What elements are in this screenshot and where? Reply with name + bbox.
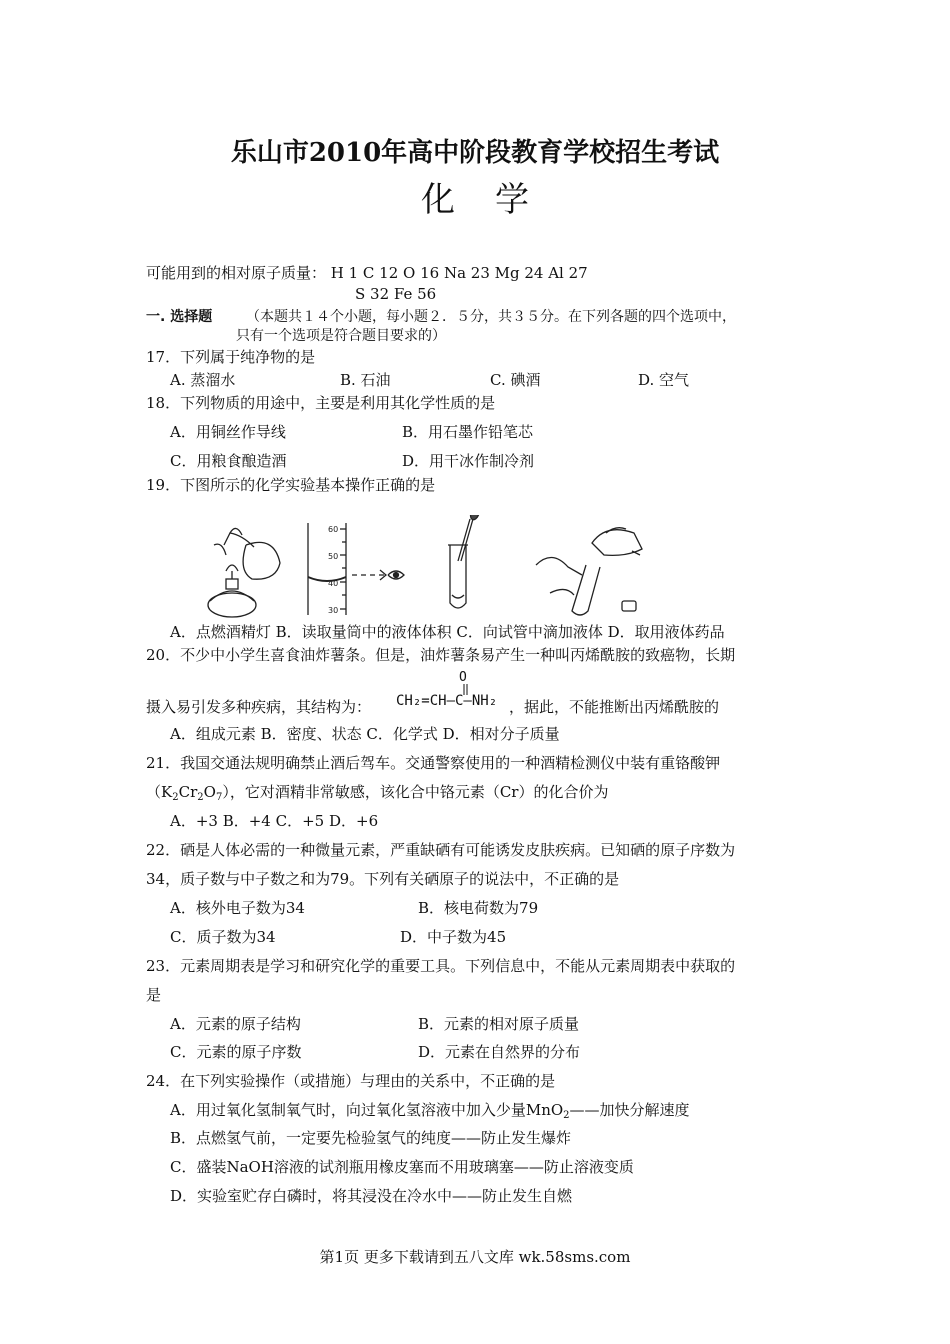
- q21-o: O: [203, 783, 216, 801]
- q22-option-c: C．质子数为34: [170, 928, 276, 946]
- q17-option-a: A. 蒸溜水: [170, 371, 236, 389]
- q24-option-b: B．点燃氢气前，一定要先检验氢气的纯度——防止发生爆炸: [170, 1129, 572, 1147]
- q23-line2: 是: [146, 986, 162, 1004]
- atomic-mass-line1: 可能用到的相对原子质量： H 1 C 12 O 16 Na 23 Mg 24 Al 27: [146, 264, 588, 282]
- q18-option-c: C．用粮食酿造酒: [170, 452, 287, 470]
- acrylamide-formula: CH₂=CH—C—NH₂: [396, 693, 498, 709]
- q24-option-c: C．盛装NaOH溶液的试剂瓶用橡皮塞而不用玻璃塞——防止溶液变质: [170, 1158, 634, 1176]
- page-footer: 第1页 更多下载请到五八文库 wk.58sms.com: [319, 1248, 631, 1266]
- q21-o-subscript: 7: [215, 792, 223, 803]
- q24-option-a-pre: A．用过氧化氢制氧气时，向过氧化氢溶液中加入少量MnO: [170, 1101, 564, 1119]
- q24-option-a-subscript: 2: [563, 1110, 570, 1121]
- q24-stem: 24．在下列实验操作（或措施）与理由的关系中，不正确的是: [146, 1072, 556, 1090]
- section-heading: 一. 选择题: [146, 309, 213, 325]
- section-desc-line1: （本题共１４个小题，每小题２．５分，共３５分。在下列各题的四个选项中，: [246, 309, 736, 325]
- cylinder-tick-30: 30: [328, 606, 339, 615]
- page-title: 乐山市2010年高中阶段教育学校招生考试: [230, 138, 720, 168]
- atomic-mass-line2: S 32 Fe 56: [355, 285, 437, 303]
- q22-option-a: A．核外电子数为34: [170, 899, 305, 917]
- q21-line1: 21．我国交通法规明确禁止酒后驾车。交通警察使用的一种酒精检测仪中装有重铬酸钾: [146, 754, 721, 772]
- q23-option-a: A．元素的原子结构: [170, 1015, 301, 1033]
- q18-option-d: D．用干冰作制冷剂: [402, 452, 535, 470]
- q22-line2: 34，质子数与中子数之和为79。下列有关硒原子的说法中，不正确的是: [146, 870, 620, 888]
- q21-line2-pre: （K: [146, 783, 173, 801]
- alcohol-lamp-illustration: [208, 528, 280, 617]
- q23-option-c: C．元素的原子序数: [170, 1043, 302, 1061]
- q19-stem: 19．下图所示的化学实验基本操作正确的是: [146, 476, 436, 494]
- q18-stem: 18．下列物质的用途中，主要是利用其化学性质的是: [146, 394, 496, 412]
- q18-option-a: A．用铜丝作导线: [170, 423, 286, 441]
- q22-option-d: D．中子数为45: [400, 928, 507, 946]
- acrylamide-formula-oxygen: O: [459, 670, 467, 685]
- q18-option-b: B．用石墨作铅笔芯: [402, 423, 534, 441]
- q23-option-b: B．元素的相对原子质量: [418, 1015, 580, 1033]
- q17-stem: 17．下列属于纯净物的是: [146, 348, 316, 366]
- cylinder-tick-50: 50: [328, 552, 339, 561]
- q21-k-subscript: 2: [172, 792, 179, 803]
- q17-option-b: B. 石油: [340, 371, 391, 389]
- double-bond-mark: [461, 684, 471, 696]
- q20-options: A．组成元素 B．密度、状态 C．化学式 D．相对分子质量: [170, 725, 560, 743]
- subject-title: 化学: [421, 180, 569, 220]
- q21-cr: Cr: [178, 783, 198, 801]
- q21-line2-post: ），它对酒精非常敏感，该化合中铬元素（Cr）的化合价为: [222, 783, 609, 801]
- section-desc-line2: 只有一个选项是符合题目要求的）: [236, 328, 446, 344]
- q21-options: A．+3 B．+4 C．+5 D．+6: [170, 812, 379, 830]
- q20-line1: 20．不少中小学生喜食油炸薯条。但是，油炸薯条易产生一种叫丙烯酰胺的致癌物，长期: [146, 646, 736, 664]
- q20-line2-post: ，据此，不能推断出丙烯酰胺的: [509, 698, 720, 716]
- pouring-liquid-illustration: [536, 528, 642, 615]
- q22-line1: 22．硒是人体必需的一种微量元素，严重缺硒有可能诱发皮肤疾病。已知硒的原子序数为: [146, 841, 736, 859]
- q17-option-d: D. 空气: [638, 371, 690, 389]
- q23-option-d: D．元素在自然界的分布: [418, 1043, 581, 1061]
- q24-option-a-post: ——加快分解速度: [569, 1101, 690, 1119]
- q20-line2-pre: 摄入易引发多种疾病，其结构为：: [146, 698, 372, 716]
- q21-cr-subscript: 2: [197, 792, 204, 803]
- q24-option-d: D．实验室贮存白磷时，将其浸没在冷水中——防止发生自燃: [170, 1187, 573, 1205]
- cylinder-tick-40: 40: [328, 579, 339, 588]
- lab-operations-figure: [196, 515, 666, 620]
- q24-option-a: [170, 1099, 690, 1121]
- q21-line2: [146, 781, 608, 803]
- q23-line1: 23．元素周期表是学习和研究化学的重要工具。下列信息中，不能从元素周期表中获取的: [146, 957, 736, 975]
- q17-option-c: C. 碘酒: [490, 371, 541, 389]
- q22-option-b: B．核电荷数为79: [418, 899, 539, 917]
- cylinder-tick-60: 60: [328, 525, 339, 534]
- test-tube-dropper-illustration: [448, 515, 481, 608]
- q19-options: A．点燃酒精灯 B．读取量筒中的液体体积 C．向试管中滴加液体 D．取用液体药品: [170, 623, 725, 641]
- measuring-cylinder-illustration: [308, 523, 404, 615]
